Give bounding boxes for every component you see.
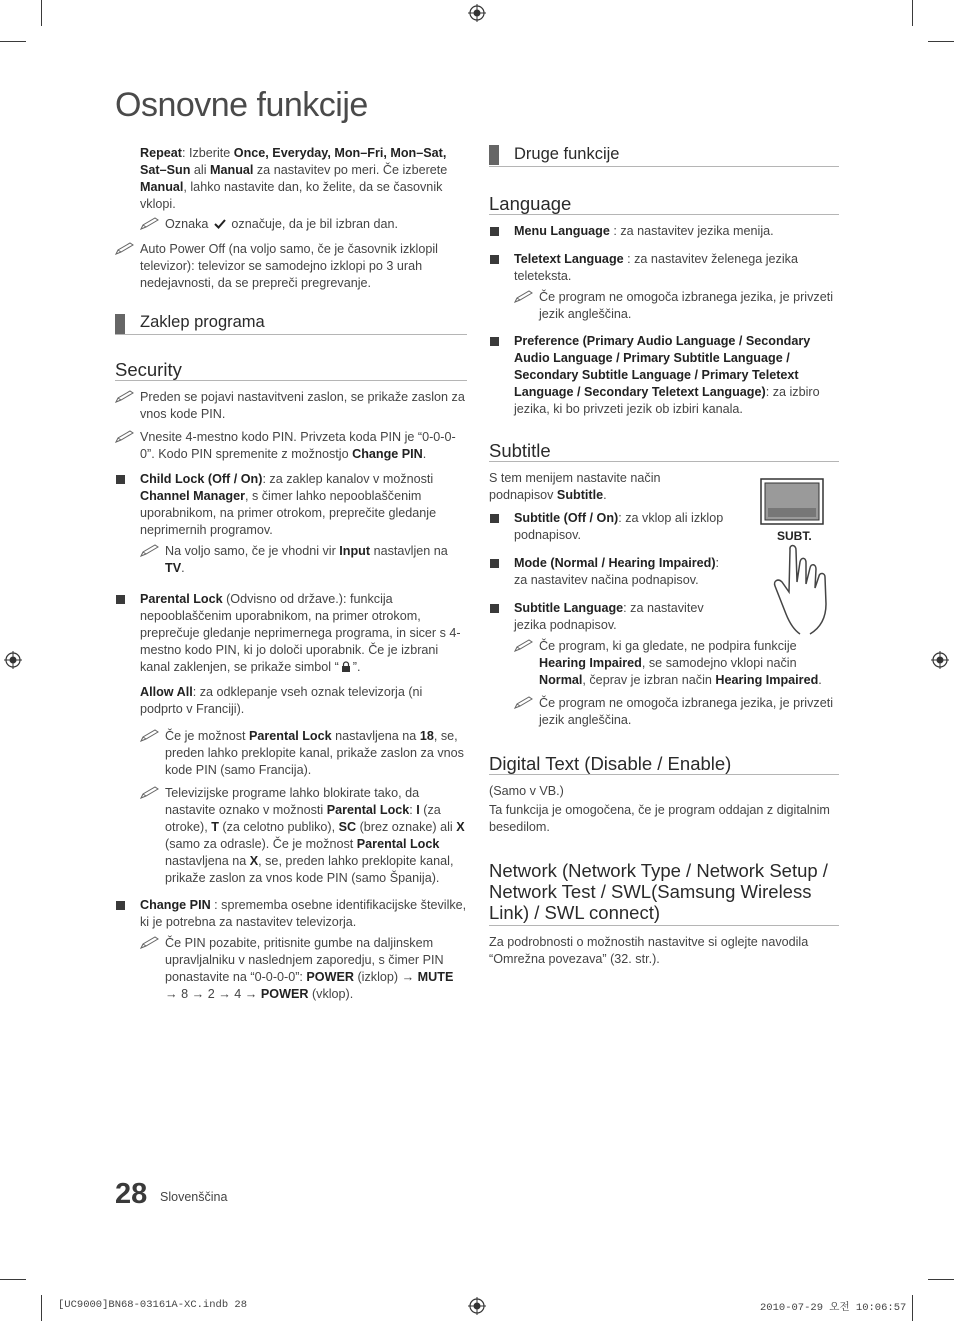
note-text: (brez oznake) ali: [356, 820, 457, 834]
subtitle-mode-label: Mode (Normal / Hearing Impaired): [514, 556, 716, 570]
hearing-impaired-label: Hearing Impaired: [539, 656, 642, 670]
registration-mark-icon: [468, 1297, 486, 1315]
rating-value: SC: [338, 820, 357, 834]
power-button-label: POWER: [260, 987, 309, 1001]
section-title: Druge funkcije: [514, 145, 620, 163]
note-text: (samo za odrasle). Če je možnost: [165, 837, 357, 851]
bullet-square: [490, 337, 499, 346]
note-text: (za otroke),: [165, 803, 441, 834]
repeat-paragraph: [140, 145, 467, 213]
subtitle-language-text: : za nastavitev jezika podnapisov.: [514, 601, 704, 632]
subtitle-heading: Subtitle: [489, 442, 839, 462]
note-text: nastavljena na: [165, 854, 250, 868]
digital-text-line: Ta funkcija je omogočena, če je program oddajan z digitalnim besedilom.: [489, 803, 830, 834]
note-text: , se, preden lahko preklopite kanal, prikaže zaslon za vnos kode PIN (samo Španija).: [165, 854, 454, 885]
left-column: [115, 145, 467, 1011]
subtitle-body: [489, 470, 724, 634]
lock-icon: [341, 661, 351, 672]
change-pin-text: : sprememba osebne identifikacijske številke, ki je potrebna za nastavitev televizorja.: [140, 898, 467, 929]
subtitle-onoff-text: : za vklop ali izklop podnapisov.: [514, 511, 724, 542]
crop-mark: [0, 41, 26, 42]
subtitle-onoff-label: Subtitle (Off / On): [514, 511, 619, 525]
note-text: , se samodejno vklopi način: [641, 656, 797, 670]
note-text: .: [818, 673, 822, 687]
note-text: Če program ne omogoča izbranega jezika, je privzeti jezik angleščina.: [539, 290, 834, 321]
subtitle-label: Subtitle: [556, 488, 604, 502]
footer-timestamp: 2010-07-29 오전 10:06:57: [760, 1302, 907, 1314]
rating-value: 18: [419, 729, 434, 743]
preference-language-text: : za izbiro jezika, ki bo privzeti jezik ob izbiri kanala.: [514, 385, 820, 416]
preference-language-label: Preference (Primary Audio Language / Secondary Audio Language / Primary Subtitle Language / Secondary Subtitle Language / Primary Teletext Language / Secondary Teletext Language): [514, 334, 811, 399]
parental-lock-item: [115, 591, 467, 887]
child-lock-text: : za zaklep kanalov v možnosti: [262, 472, 434, 486]
parental-lock-label: Parental Lock: [326, 803, 410, 817]
note-text: Če program ne omogoča izbranega jezika, je privzeti jezik angleščina.: [539, 696, 834, 727]
note-text: Na voljo samo, če je vhodni vir: [165, 544, 340, 558]
mute-button-label: MUTE: [417, 970, 454, 984]
note-text: Če program, ki ga gledate, ne podpira funkcije: [539, 639, 797, 653]
subtitle-mode-text: : za nastavitev načina podnapisov.: [514, 556, 720, 587]
power-button-label: POWER: [306, 970, 354, 984]
checkmark-icon: [214, 219, 226, 229]
subtitle-note: [514, 695, 839, 729]
child-lock-note: [140, 543, 467, 577]
note-text: nastavljena na: [331, 729, 420, 743]
child-lock-text: , s čimer lahko nepooblaščenim uporabnikom, na primer otrokom, preprečite gledanje neprimernih programov.: [140, 489, 437, 537]
bullet-square: [490, 604, 499, 613]
remote-hand-illustration: [760, 478, 842, 636]
change-pin-item: [115, 897, 467, 1003]
subtitle-mode-item: [489, 555, 724, 589]
registration-mark-icon: [931, 651, 949, 669]
note-pencil-icon: [514, 290, 534, 303]
auto-power-off-note: [115, 241, 467, 292]
repeat-text: ali: [190, 163, 210, 177]
channel-manager-label: Channel Manager: [140, 489, 245, 503]
crop-mark: [41, 1295, 42, 1321]
bullet-square: [116, 901, 125, 910]
change-pin-note: [140, 935, 467, 1003]
manual-label: Manual: [140, 180, 184, 194]
note-text: Če PIN pozabite, pritisnite gumbe na daljinskem upravljalniku v naslednjem zaporedju, s čimer PIN ponastavite na “0-0-0-0”:: [165, 936, 444, 984]
rating-value: T: [211, 820, 219, 834]
check-note: [140, 216, 467, 233]
subtitle-note: [514, 638, 839, 689]
subtitle-onoff-item: [489, 510, 724, 544]
security-heading: Security: [115, 361, 467, 381]
section-bar: [489, 145, 499, 165]
note-pencil-icon: [115, 242, 135, 255]
note-text: Televizijske programe lahko blokirate tako, da nastavite oznako v možnosti: [165, 786, 420, 817]
registration-mark-icon: [4, 651, 22, 669]
tv-label: TV: [165, 561, 182, 575]
security-note: [115, 429, 467, 463]
teletext-language-label: Teletext Language: [514, 252, 624, 266]
subtitle-intro: [489, 470, 724, 504]
menu-language-label: Menu Language: [514, 224, 610, 238]
security-note: [115, 389, 467, 423]
page-title: Osnovne funkcije: [115, 86, 368, 124]
note-pencil-icon: [514, 696, 534, 709]
security-note-text: Preden se pojavi nastavitveni zaslon, se prikaže zaslon za vnos kode PIN.: [140, 390, 465, 421]
child-lock-item: [115, 471, 467, 577]
parental-lock-label: Parental Lock: [356, 837, 440, 851]
repeat-text: , lahko nastavite dan, ko želite, da se časovnik vklopi.: [140, 180, 443, 211]
teletext-language-item: [489, 251, 839, 323]
rating-value: X: [249, 854, 259, 868]
network-heading: Network (Network Type / Network Setup / Network Test / SWL(Samsung Wireless Link) / SWL connect): [489, 860, 839, 926]
repeat-options: Once, Everyday, Mon–Fri, Mon–Sat, Sat–Sun: [140, 146, 447, 177]
security-note-text: .: [422, 447, 427, 461]
registration-mark-icon: [468, 4, 486, 22]
note-text: :: [409, 803, 417, 817]
allow-all-text: : za odklepanje vseh oznak televizorja (ni podprto v Franciji).: [140, 685, 423, 716]
repeat-text: : Izberite: [182, 146, 234, 160]
rating-value: X: [456, 820, 465, 834]
allow-all-label: Allow All: [140, 685, 193, 699]
crop-mark: [41, 0, 42, 26]
note-text: , se, preden lahko preklopite kanal, prikaže zaslon za vnos kode PIN (samo Francija).: [165, 729, 464, 777]
change-pin-label: Change PIN: [352, 447, 423, 461]
menu-language-item: [489, 223, 839, 240]
change-pin-label: Change PIN: [140, 898, 211, 912]
section-bar: [115, 314, 125, 334]
note-pencil-icon: [514, 639, 534, 652]
note-pencil-icon: [140, 544, 160, 557]
note-text: (vklop).: [308, 987, 354, 1001]
page-language: Slovenščina: [160, 1190, 228, 1204]
crop-mark: [928, 1279, 954, 1280]
teletext-language-text: : za nastavitev želenega jezika teleteksta.: [514, 252, 798, 283]
page-number: 28: [115, 1178, 148, 1210]
check-note-after: označuje, da je bil izbran dan.: [231, 217, 399, 231]
parental-lock-text: ”.: [352, 660, 361, 674]
bullet-square: [116, 595, 125, 604]
digital-text-line: (Samo v VB.): [489, 784, 564, 798]
preference-language-item: [489, 333, 839, 418]
menu-language-text: : za nastavitev jezika menija.: [609, 224, 774, 238]
parental-lock-label: Parental Lock: [140, 592, 223, 606]
subtitle-intro-text: S tem menijem nastavite način podnapisov: [489, 471, 661, 502]
note-pencil-icon: [115, 390, 135, 403]
bullet-square: [490, 559, 499, 568]
teletext-note: [514, 289, 839, 323]
subtitle-language-label: Subtitle Language: [514, 601, 624, 615]
crop-mark: [912, 0, 913, 26]
security-note-text: Vnesite 4-mestno kodo PIN. Privzeta koda PIN je “0-0-0-0”. Kodo PIN spremenite z možnostjo: [140, 430, 456, 461]
note-text: Če je možnost: [165, 729, 249, 743]
note-text: , čeprav je izbran način: [582, 673, 716, 687]
note-text: .: [181, 561, 185, 575]
subtitle-intro-text: .: [603, 488, 607, 502]
note-pencil-icon: [140, 936, 160, 949]
network-text: Za podrobnosti o možnostih nastavitve si oglejte navodila “Omrežna povezava” (32. str.).: [489, 935, 809, 966]
allow-all-paragraph: [140, 684, 467, 718]
input-label: Input: [339, 544, 371, 558]
bullet-square: [116, 475, 125, 484]
section-heading-zaklep: [115, 314, 467, 335]
note-pencil-icon: [140, 786, 160, 799]
language-heading: Language: [489, 195, 839, 215]
repeat-text: za nastavitev po meri. Če izberete: [253, 163, 448, 177]
repeat-label: Repeat: [140, 146, 182, 160]
footer-file-info: [UC9000]BN68-03161A-XC.indb 28: [58, 1299, 248, 1311]
subtitle-language-item: [489, 600, 724, 634]
crop-mark: [0, 1279, 26, 1280]
note-text: (izklop) →: [353, 970, 418, 984]
bullet-square: [490, 227, 499, 236]
auto-power-off-text: Auto Power Off (na voljo samo, če je časovnik izklopil televizor): televizor se samodejno izklopi po 3 urah nedejavnosti, da se prepreči pregrevanje.: [140, 242, 438, 290]
section-heading-druge: [489, 145, 839, 167]
subt-button-label: SUBT.: [777, 529, 812, 543]
parental-lock-text: (Odvisno od države.): funkcija nepooblaščenim uporabnikom, na primer otrokom, preprečuje gledanje neprimernega programa, in sicer s 4-mestno kodo PIN, ki jo določi uporabnik. Če je izbrani kanal zaklenjen, se prikaže simbol “: [140, 592, 461, 674]
normal-label: Normal: [539, 673, 583, 687]
crop-mark: [928, 41, 954, 42]
manual-label: Manual: [210, 163, 254, 177]
section-title: Zaklep programa: [140, 313, 265, 331]
note-pencil-icon: [140, 729, 160, 742]
rating-value: I: [416, 803, 420, 817]
parental-lock-label: Parental Lock: [249, 729, 332, 743]
note-text: nastavljen na: [370, 544, 448, 558]
digital-text-heading: Digital Text (Disable / Enable): [489, 755, 839, 775]
note-text: → 8 → 2 → 4 →: [165, 987, 261, 1001]
note-pencil-icon: [140, 217, 160, 230]
bullet-square: [490, 255, 499, 264]
note-text: (za celotno publiko),: [218, 820, 339, 834]
check-note-before: Oznaka: [165, 217, 209, 231]
crop-mark: [912, 1295, 913, 1321]
parental-lock-note: [140, 728, 467, 779]
hearing-impaired-label: Hearing Impaired: [715, 673, 819, 687]
parental-lock-note: [140, 785, 467, 887]
note-pencil-icon: [115, 430, 135, 443]
child-lock-label: Child Lock (Off / On): [140, 472, 263, 486]
bullet-square: [490, 514, 499, 523]
